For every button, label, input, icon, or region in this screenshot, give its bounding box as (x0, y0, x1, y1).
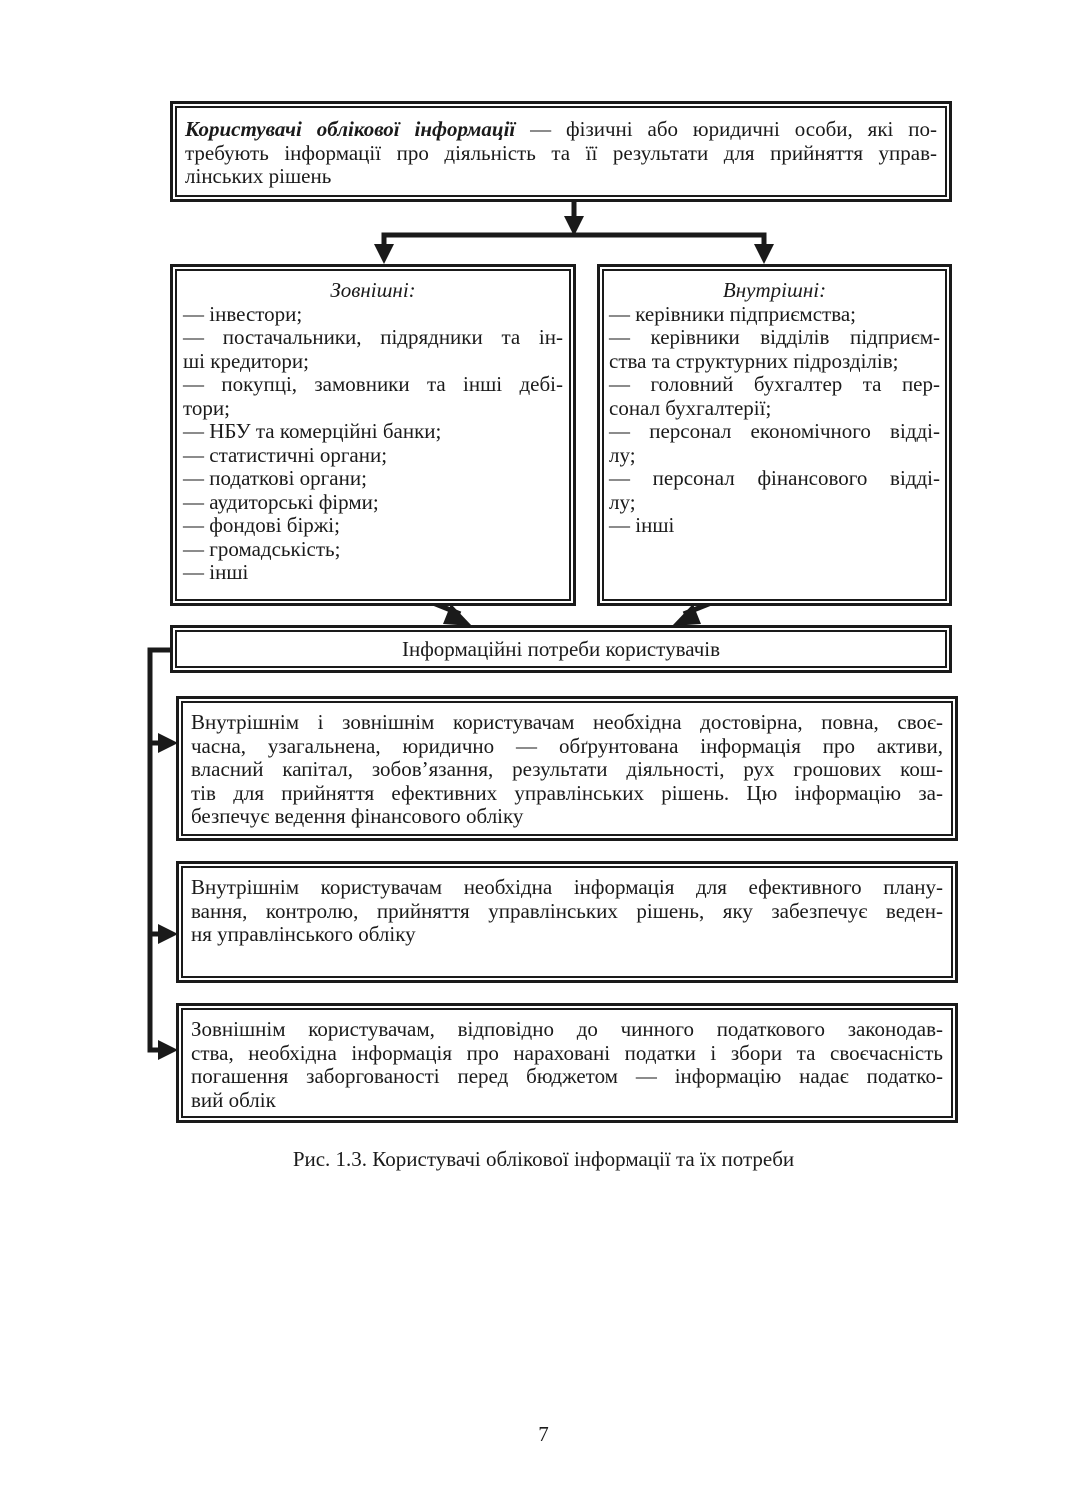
financial-line: тів для прийняття ефективних управлінських рішень. Цю інформацію за- (191, 780, 943, 805)
arrowhead-financial (158, 733, 178, 753)
external-item: — фондові біржі; (183, 513, 340, 537)
financial-line: часна, узагальнена, юридично — обґрунтована інформація про активи, (191, 733, 943, 758)
arrowhead-external (374, 244, 394, 264)
internal-item: — керівники підприємства; (609, 301, 856, 326)
internal-item: лу; (609, 442, 636, 467)
tax-line: Зовнішнім користувачам, відповідно до чинного податкового законодав- (191, 1017, 943, 1041)
management-accounting-box (176, 861, 958, 983)
internal-users-box (597, 264, 952, 606)
external-heading: Зовнішні: (330, 278, 416, 302)
internal-item: — інші (609, 513, 675, 537)
external-item: — податкові органи; (183, 466, 367, 490)
financial-accounting-box (176, 696, 958, 841)
arrowhead-management (158, 924, 178, 944)
management-line: вання, контролю, прийняття управлінських рішень, яку забезпечує веден- (191, 898, 943, 923)
tax-line: вий облік (191, 1087, 276, 1112)
external-item: — постачальники, підрядники та ін- (183, 325, 563, 349)
tax-line: погашення заборгованості перед бюджетом — інформацію надає податко- (191, 1064, 943, 1088)
external-item: — статистичні органи; (183, 442, 388, 467)
external-item: — покупці, замовники та інші дебі- (183, 372, 563, 396)
arrowhead-internal (754, 244, 774, 264)
management-line: ня управлінського обліку (191, 922, 416, 946)
tax-line: ства, необхідна інформація про нараховані податки і збори та своєчасність (191, 1040, 943, 1065)
external-item: — інвестори; (183, 301, 303, 326)
financial-line: власний капітал, зобов’язання, результати діяльності, рух грошових кош- (191, 757, 943, 781)
figure-caption: Рис. 1.3. Користувачі облікової інформації та їх потреби (292, 1147, 795, 1171)
tax-accounting-box (176, 1003, 958, 1123)
external-item: ші кредитори; (183, 348, 309, 373)
definition-line-1: Користувачі облікової інформації — фізичні або юридичні особи, які по- (185, 117, 937, 141)
external-item: — НБУ та комерційні банки; (183, 419, 442, 443)
external-users-box (170, 264, 576, 606)
information-needs-box (170, 625, 952, 673)
definition-line-2: требують інформації про діяльність та її результати для прийняття управ- (185, 140, 937, 165)
external-item: — громадськість; (183, 536, 341, 561)
external-item: — аудиторські фірми; (183, 489, 379, 514)
arrowhead-tax (158, 1040, 178, 1060)
financial-line: Внутрішнім і зовнішнім користувачам необхідна достовірна, повна, своє- (191, 710, 943, 734)
internal-item: — головний бухгалтер та пер- (609, 372, 940, 396)
definition-term: Користувачі облікової інформації (185, 117, 516, 141)
definition-box (170, 101, 952, 202)
internal-heading: Внутрішні: (722, 278, 827, 302)
management-line: Внутрішнім користувачам необхідна інформація для ефективного плану- (191, 875, 943, 899)
external-item: тори; (183, 395, 230, 420)
external-item: — інші (183, 560, 249, 584)
definition-line-3: лінських рішень (185, 164, 332, 188)
page-number: 7 (538, 1422, 549, 1446)
information-needs-label: Інформаційні потреби користувачів (401, 637, 721, 661)
internal-item: — персонал економічного відді- (609, 419, 940, 443)
internal-item: — персонал фінансового відді- (609, 466, 940, 490)
financial-line: безпечує ведення фінансового обліку (191, 804, 524, 828)
internal-item: ства та структурних підрозділів; (609, 348, 899, 373)
internal-item: — керівники відділів підприєм- (609, 325, 940, 349)
internal-item: лу; (609, 489, 636, 514)
internal-item: сонал бухгалтерії; (609, 395, 772, 420)
